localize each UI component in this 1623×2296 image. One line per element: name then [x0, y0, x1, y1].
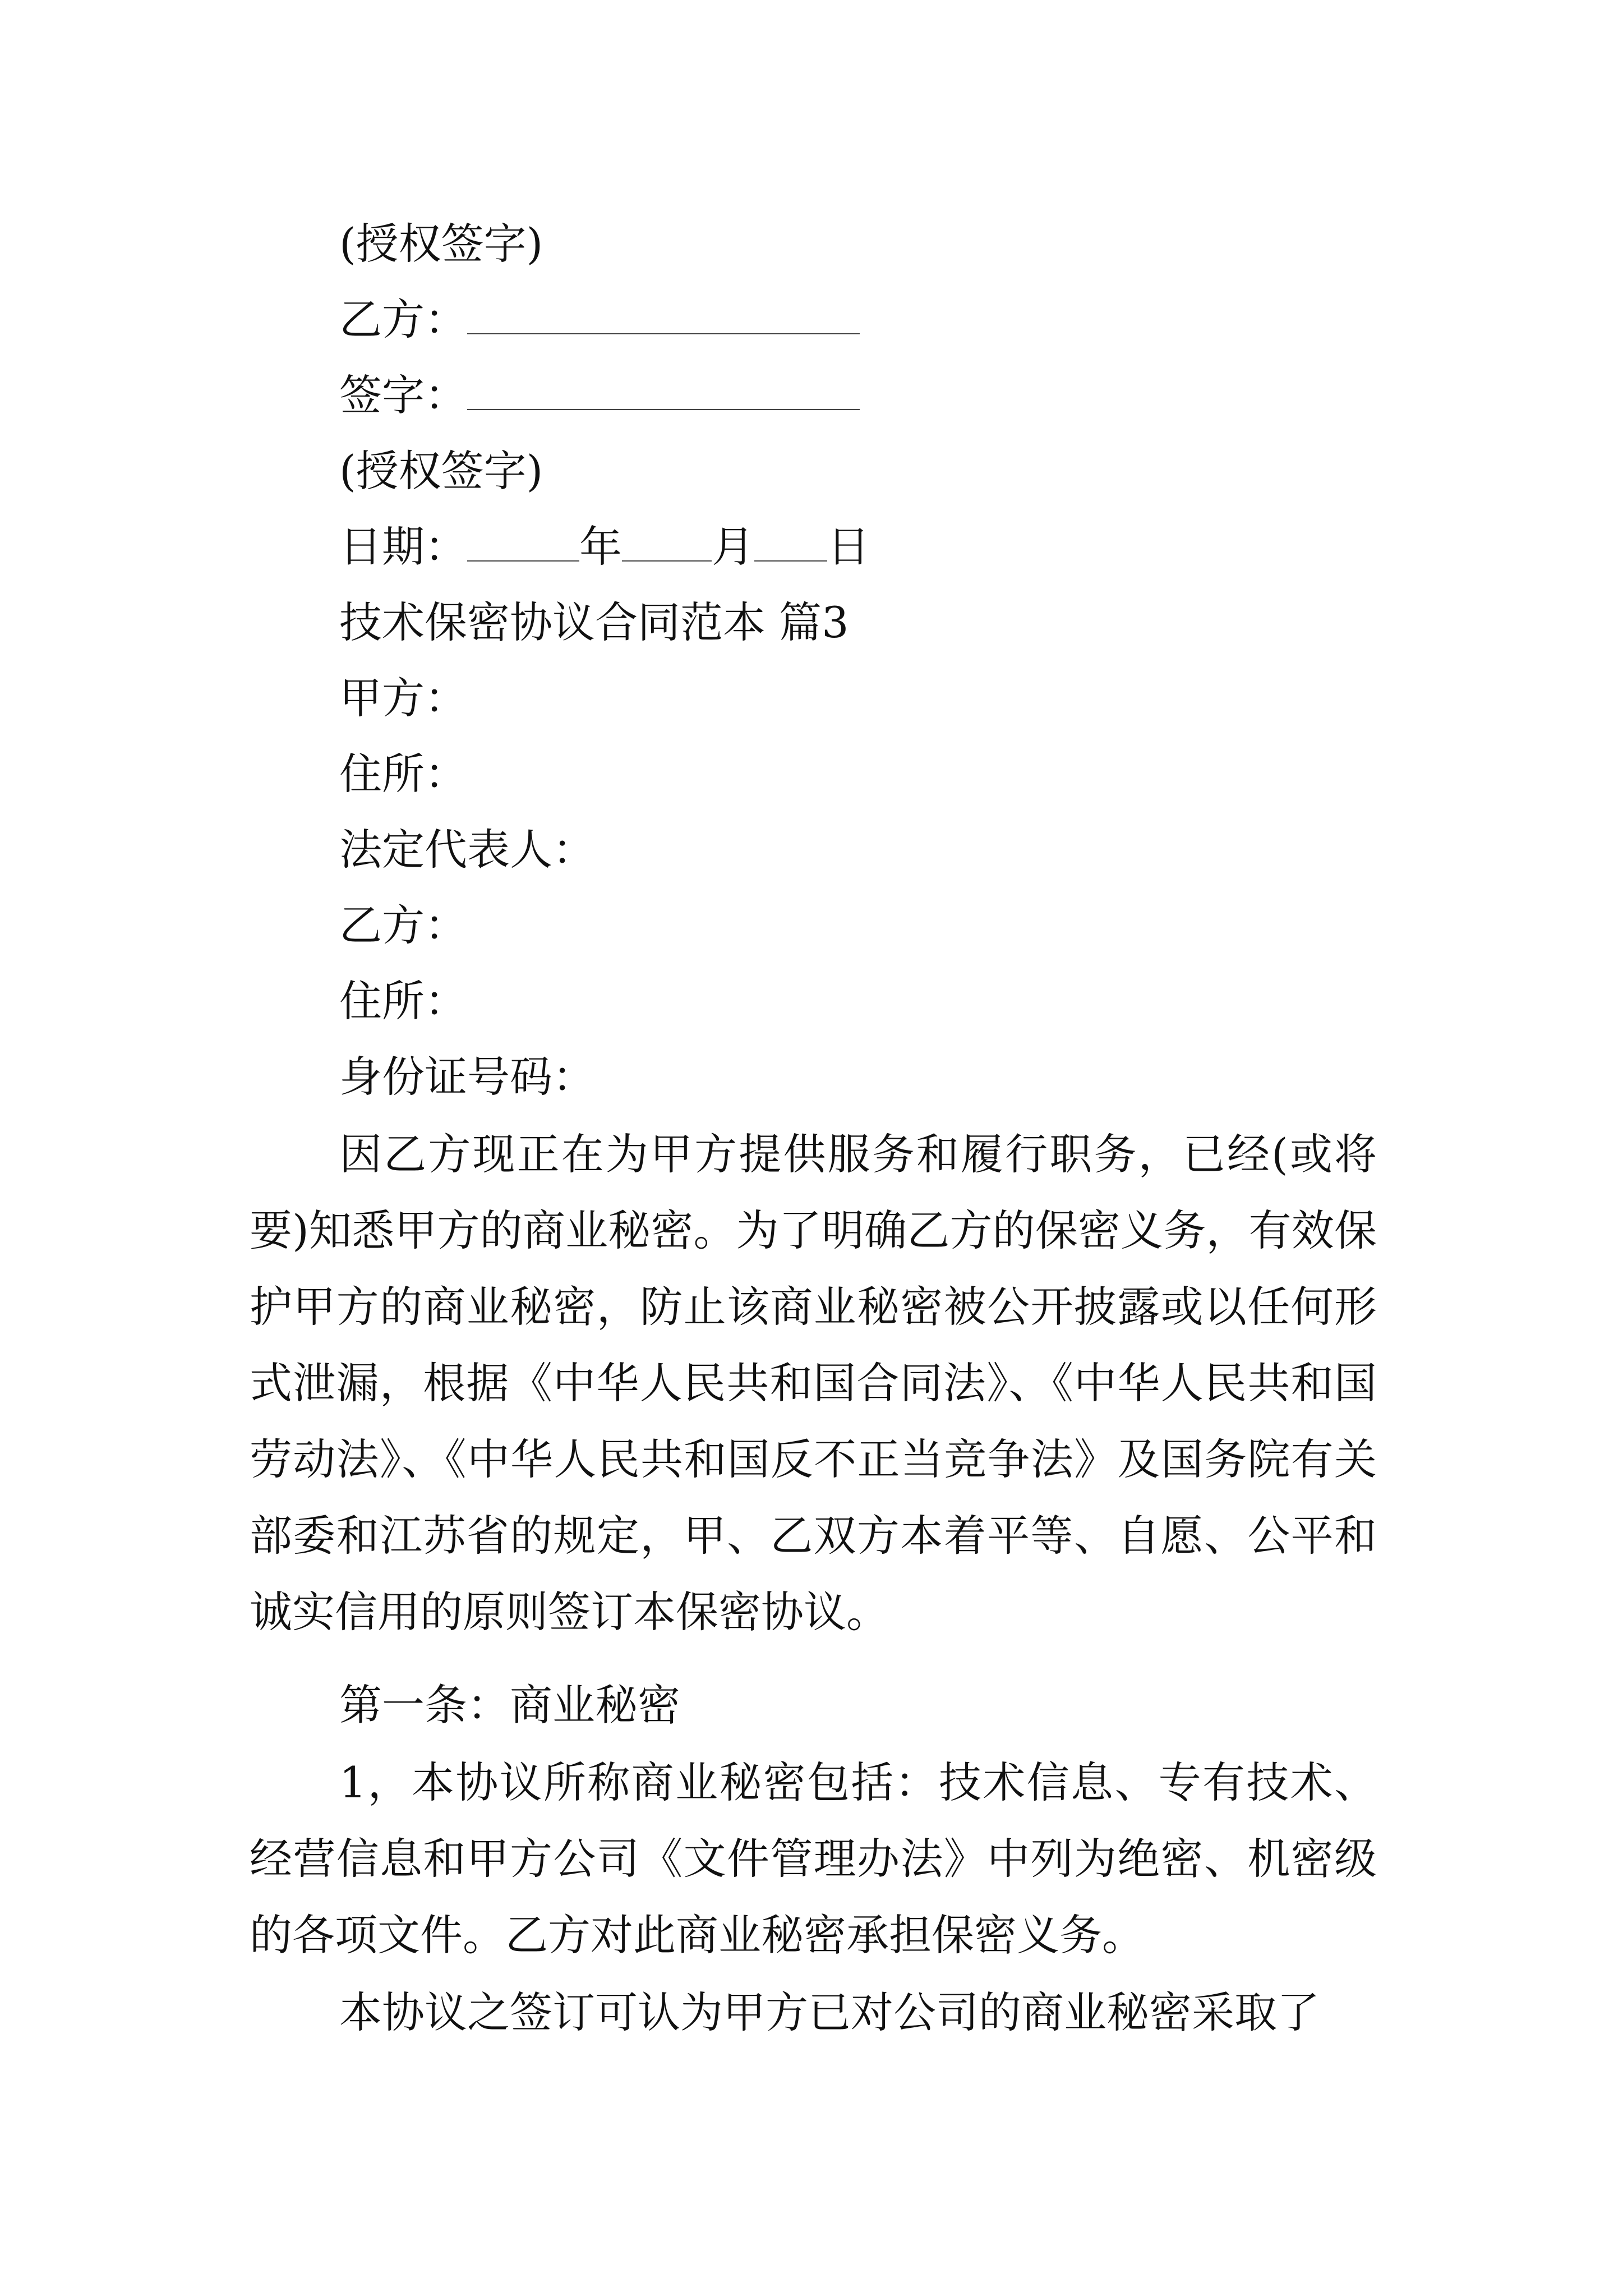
day-blank	[754, 521, 827, 562]
month-label: 月	[712, 522, 754, 572]
party-b-address-label: 住所：	[339, 976, 467, 1026]
month-blank	[622, 521, 712, 562]
party-a-label: 甲方：	[339, 673, 467, 723]
day-label: 日	[827, 522, 870, 572]
signature-line	[339, 367, 860, 424]
signature-blank	[467, 370, 860, 410]
id-number-label: 身份证号码：	[339, 1052, 595, 1102]
article-1-title: 第一条：商业秘密	[339, 1680, 680, 1730]
authorized-signature-note: (授权签字)	[339, 219, 543, 269]
party-b-blank	[467, 294, 860, 334]
clause-2-paragraph: 本协议之签订可认为甲方已对公司的商业秘密采取了	[339, 1987, 1320, 2037]
party-b-label: 乙方：	[339, 295, 467, 344]
section-title: 技术保密协议合同范本 篇3	[339, 597, 849, 647]
year-blank	[467, 521, 579, 562]
party-a-address-label: 住所：	[339, 749, 467, 799]
preamble-paragraph: 因乙方现正在为甲方提供服务和履行职务，已经(或将要)知悉甲方的商业秘密。为了明确乙方的保密义务，有效保护甲方的商业秘密，防止该商业秘密被公开披露或以任何形式泄漏，根据《中华人民共和国合同法》、《中华人民共和国劳动法》、《中华人民共和国反不正当竞争法》及国务院有关部委和江苏省的规定，甲、乙双方本着平等、自愿、公平和诚实信用的原则签订本保密协议。	[250, 1129, 1377, 1637]
year-label: 年	[579, 522, 622, 572]
party-b-label-2: 乙方：	[339, 900, 467, 950]
legal-representative-label: 法定代表人：	[339, 825, 595, 875]
signature-label: 签字：	[339, 370, 467, 420]
date-line	[339, 519, 870, 575]
authorized-signature-note-2: (授权签字)	[339, 446, 543, 496]
date-label: 日期：	[339, 522, 467, 572]
clause-1-paragraph: 1，本协议所称商业秘密包括：技术信息、专有技术、经营信息和甲方公司《文件管理办法》中列为绝密、机密级的各项文件。乙方对此商业秘密承担保密义务。	[250, 1757, 1377, 1960]
party-b-signature-line	[339, 292, 860, 348]
